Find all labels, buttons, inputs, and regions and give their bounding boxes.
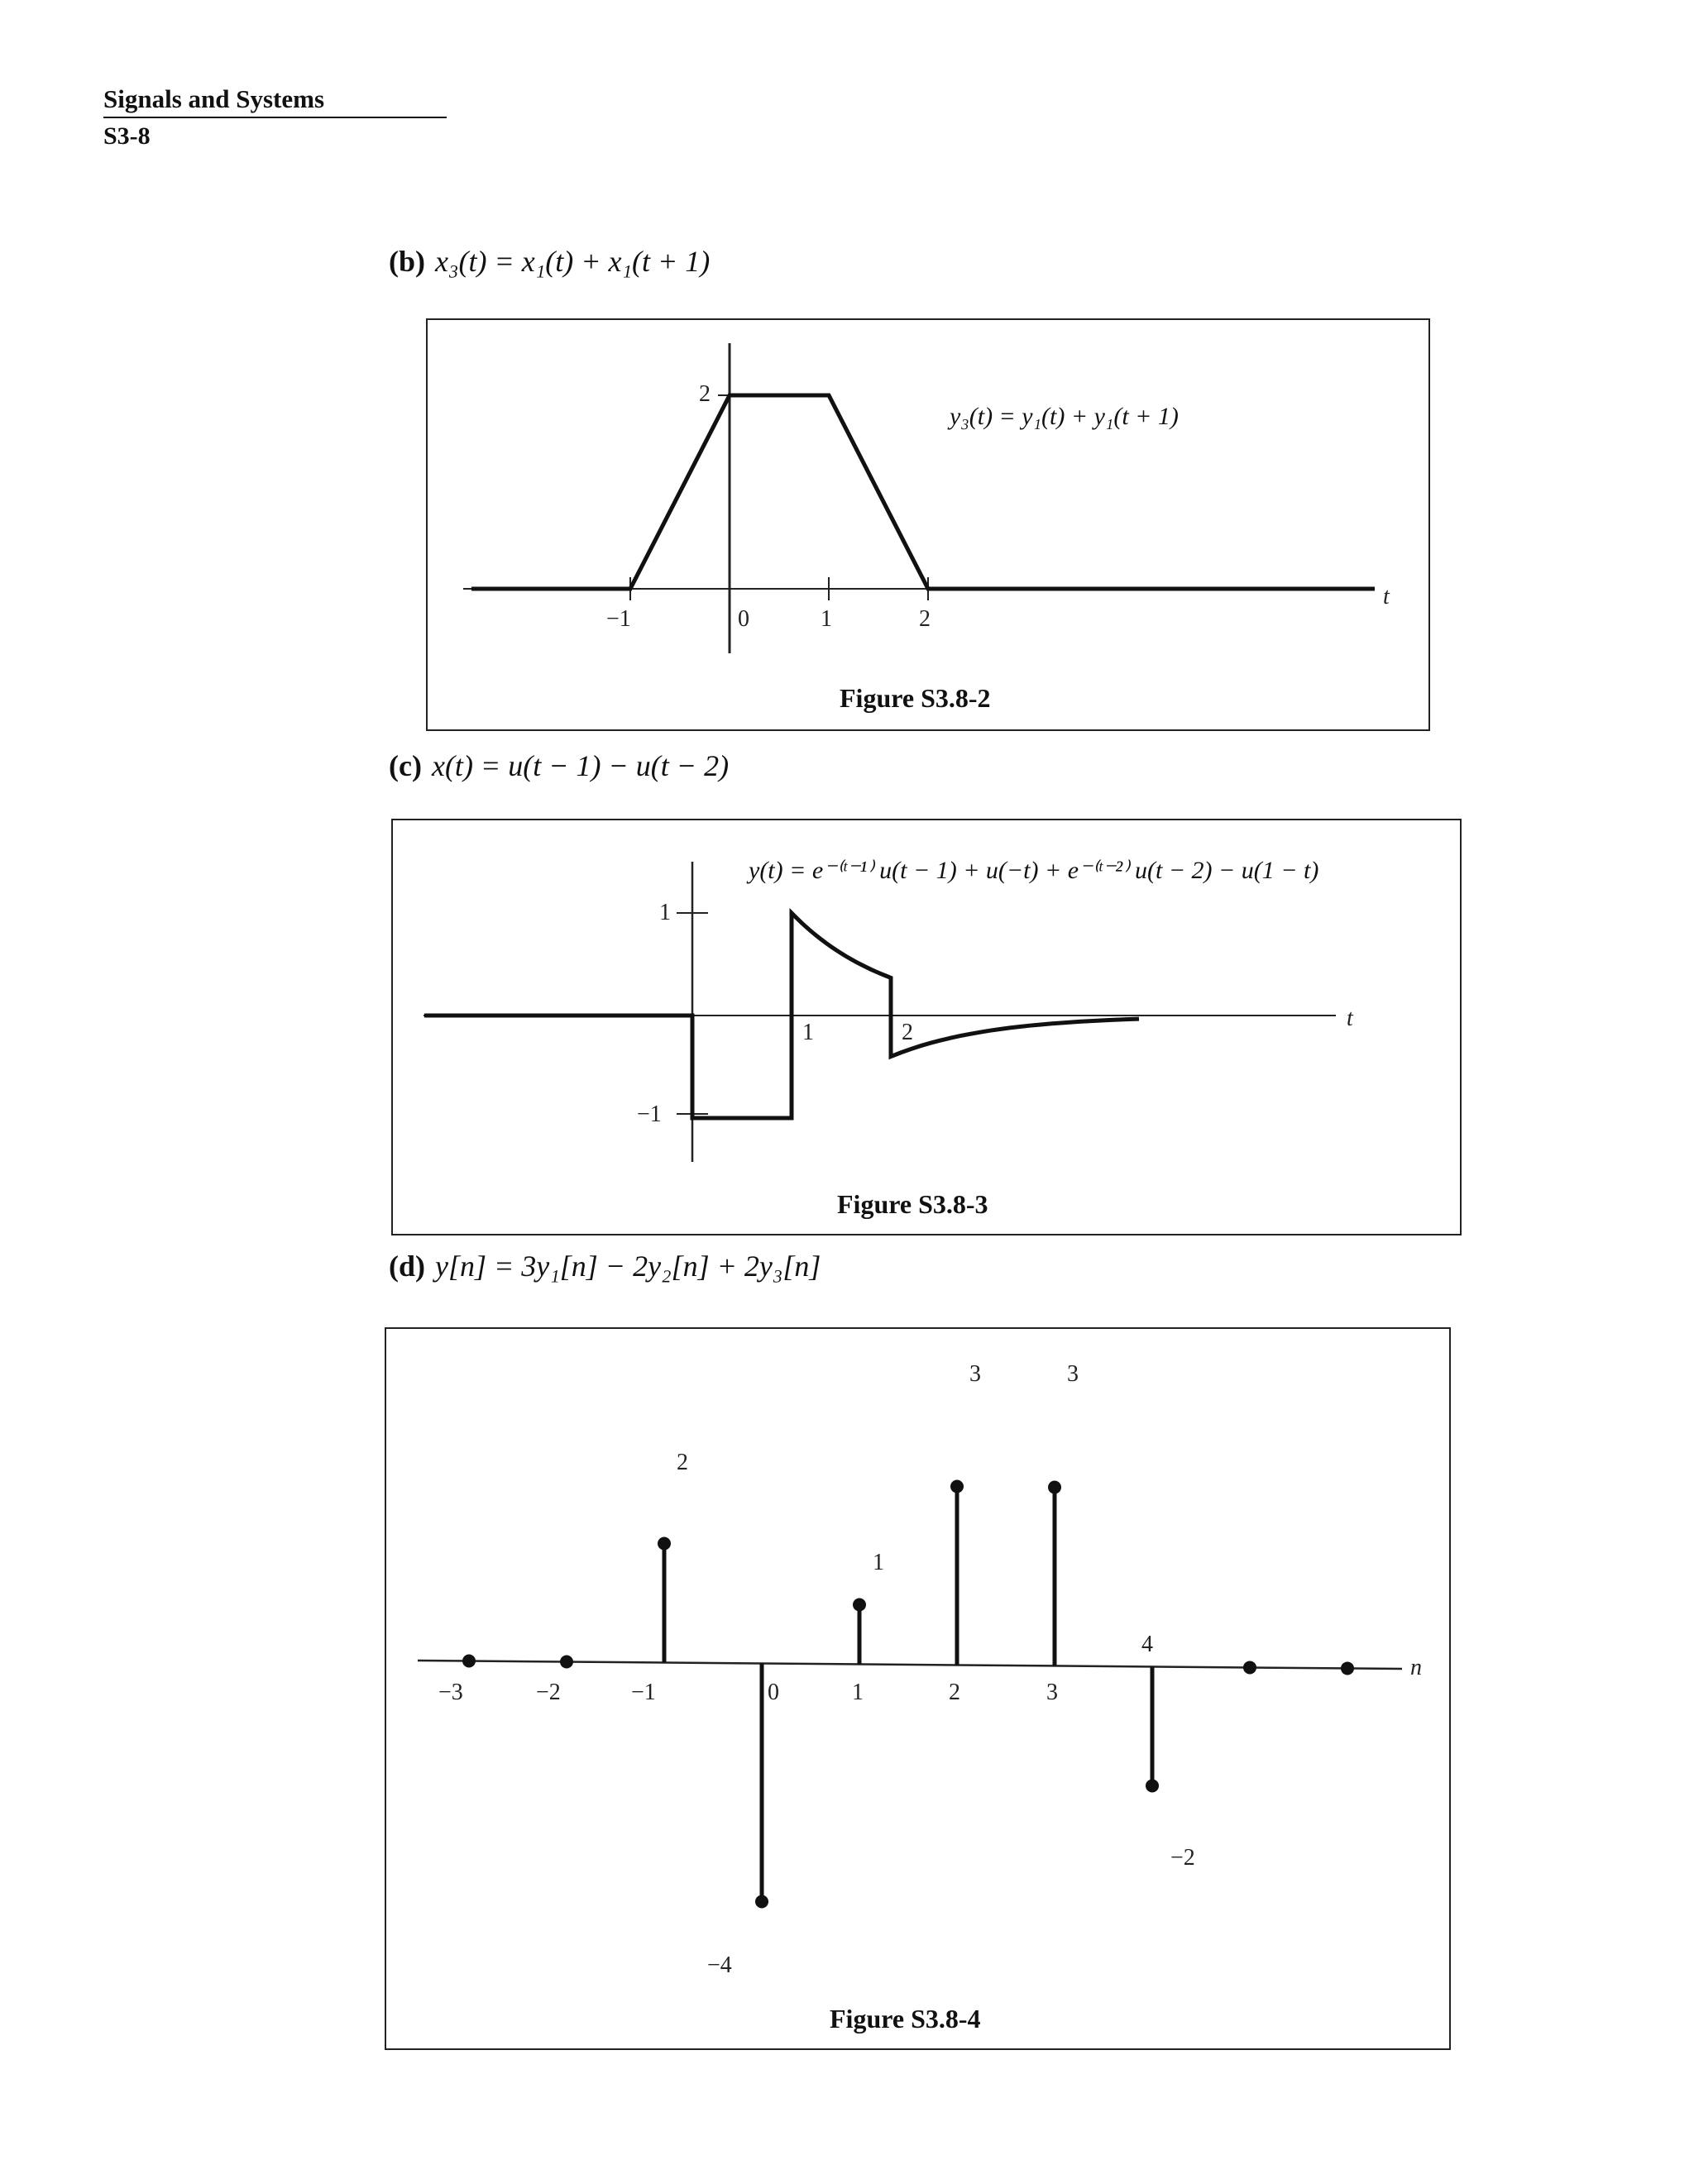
fig2-xtick-2: 2 — [919, 606, 931, 632]
fig2-xtick-1: 1 — [821, 606, 832, 632]
fig4-caption: Figure S3.8-4 — [830, 2004, 981, 2033]
part-c-formula: x(t) = u(t − 1) − u(t − 2) — [431, 749, 730, 782]
fig4-stem-point — [950, 1479, 964, 1493]
fig2-caption: Figure S3.8-2 — [840, 683, 991, 713]
fig4-xtick-neg3: −3 — [438, 1680, 463, 1705]
fig2-xtick-0: 0 — [738, 606, 749, 632]
fig4-stem-point — [658, 1537, 671, 1551]
fig4-stem-point — [853, 1598, 866, 1611]
fig4-xtick-0: 0 — [768, 1680, 779, 1705]
fig4-stem-point — [560, 1656, 573, 1669]
part-d-formula: y[n] = 3y₁[n] − 2y₂[n] + 2y₃[n] — [435, 1250, 821, 1283]
header-code: S3-8 — [103, 122, 151, 150]
fig4-value-2: 2 — [677, 1450, 688, 1475]
fig4-xtick-neg2: −2 — [536, 1680, 561, 1705]
fig2-formula: y₃(t) = y₁(t) + y₁(t + 1) — [950, 403, 1179, 430]
fig3-ytick-neg1: −1 — [637, 1102, 662, 1127]
fig3-xtick-1: 1 — [802, 1020, 814, 1045]
fig4-value-3a: 3 — [969, 1361, 981, 1387]
fig3-caption: Figure S3.8-3 — [837, 1189, 988, 1219]
part-d-tag: (d) — [389, 1250, 425, 1283]
fig4-axis-label: n — [1410, 1655, 1422, 1680]
fig4-stem-point — [755, 1895, 768, 1908]
fig4-xtick-1: 1 — [852, 1680, 864, 1705]
fig4-xtick-neg1: −1 — [631, 1680, 656, 1705]
fig4-xtick-2: 2 — [949, 1680, 960, 1705]
fig2-axis-label: t — [1383, 584, 1390, 609]
fig4-value-neg2: −2 — [1170, 1845, 1195, 1871]
header-title: Signals and Systems — [103, 84, 447, 118]
part-b-tag: (b) — [389, 245, 425, 278]
fig2-xtick-neg1: −1 — [606, 606, 631, 632]
fig3-formula: y(t) = e⁻⁽ᵗ⁻¹⁾ u(t − 1) + u(−t) + e⁻⁽ᵗ⁻²⁾ u(t − 2) − u(1 − t) — [749, 857, 1319, 884]
fig3-ytick-1: 1 — [659, 900, 671, 925]
fig4-stem-point — [1146, 1779, 1159, 1792]
fig4-value-neg4: −4 — [707, 1952, 732, 1978]
fig4-stem-point — [1048, 1480, 1061, 1493]
fig4-stem-point — [1243, 1661, 1256, 1674]
fig4-value-3b: 3 — [1067, 1361, 1079, 1387]
fig4-value-1: 1 — [873, 1550, 884, 1575]
fig4-xtick-3: 3 — [1046, 1680, 1058, 1705]
fig4-xtick-4: 4 — [1141, 1632, 1153, 1657]
part-b-formula: x₃(t) = x₁(t) + x₁(t + 1) — [435, 245, 711, 278]
fig3-axis-label: t — [1347, 1006, 1353, 1031]
fig4-stem-point — [1341, 1661, 1354, 1675]
fig3-xtick-2: 2 — [902, 1020, 913, 1045]
fig4-stem-point — [462, 1655, 476, 1668]
fig2-ytick-2: 2 — [699, 381, 711, 407]
part-c-tag: (c) — [389, 749, 422, 782]
